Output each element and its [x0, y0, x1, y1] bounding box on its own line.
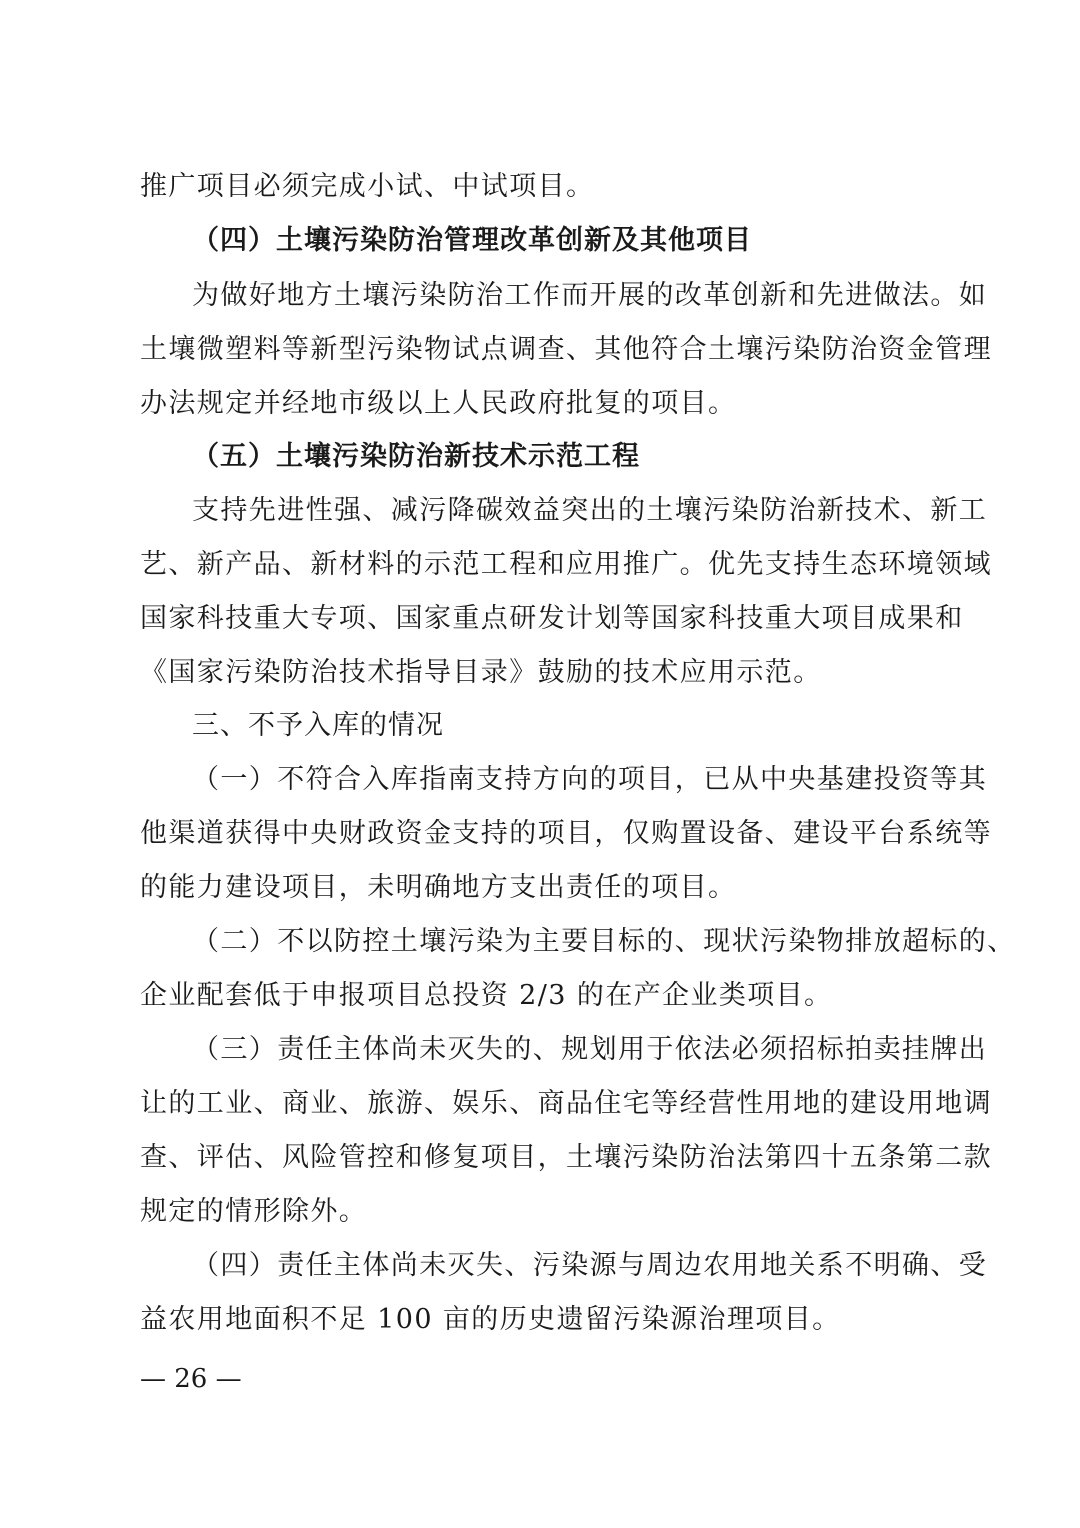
- heading-4: （四）土壤污染防治管理改革创新及其他项目: [192, 225, 752, 256]
- exclusion-1-line: 他渠道获得中央财政资金支持的项目，仅购置设备、建设平台系统等: [140, 818, 992, 849]
- paragraph-5-line: 支持先进性强、减污降碳效益突出的土壤污染防治新技术、新工: [192, 495, 988, 526]
- exclusion-4-line: （四）责任主体尚未灭失、污染源与周边农用地关系不明确、受: [192, 1250, 988, 1281]
- exclusion-2-line: 企业配套低于申报项目总投资 2/3 的在产企业类项目。: [140, 980, 833, 1011]
- section-3-title: 三、不予入库的情况: [192, 710, 444, 741]
- paragraph-5-line: 艺、新产品、新材料的示范工程和应用推广。优先支持生态环境领域: [140, 549, 992, 580]
- paragraph-4-line: 办法规定并经地市级以上人民政府批复的项目。: [140, 388, 737, 419]
- paragraph-4-line: 土壤微塑料等新型污染物试点调查、其他符合土壤污染防治资金管理: [140, 334, 992, 365]
- exclusion-3-line: 让的工业、商业、旅游、娱乐、商品住宅等经营性用地的建设用地调: [140, 1088, 992, 1119]
- heading-5: （五）土壤污染防治新技术示范工程: [192, 441, 640, 472]
- exclusion-1-line: 的能力建设项目，未明确地方支出责任的项目。: [140, 872, 737, 903]
- paragraph-continuation-line: 推广项目必须完成小试、中试项目。: [140, 171, 595, 202]
- paragraph-5-line: 国家科技重大专项、国家重点研发计划等国家科技重大项目成果和: [140, 603, 964, 634]
- exclusion-1-line: （一）不符合入库指南支持方向的项目，已从中央基建投资等其: [192, 764, 988, 795]
- exclusion-3-line: 查、评估、风险管控和修复项目，土壤污染防治法第四十五条第二款: [140, 1142, 992, 1173]
- exclusion-2-line: （二）不以防控土壤污染为主要目标的、现状污染物排放超标的、: [192, 926, 1016, 957]
- paragraph-4-line: 为做好地方土壤污染防治工作而开展的改革创新和先进做法。如: [192, 280, 988, 311]
- exclusion-3-line: （三）责任主体尚未灭失的、规划用于依法必须招标拍卖挂牌出: [192, 1034, 988, 1065]
- paragraph-5-line: 《国家污染防治技术指导目录》鼓励的技术应用示范。: [140, 657, 822, 688]
- page-number: — 26 —: [140, 1364, 242, 1394]
- exclusion-3-line: 规定的情形除外。: [140, 1196, 368, 1227]
- exclusion-4-line: 益农用地面积不足 100 亩的历史遗留污染源治理项目。: [140, 1304, 841, 1335]
